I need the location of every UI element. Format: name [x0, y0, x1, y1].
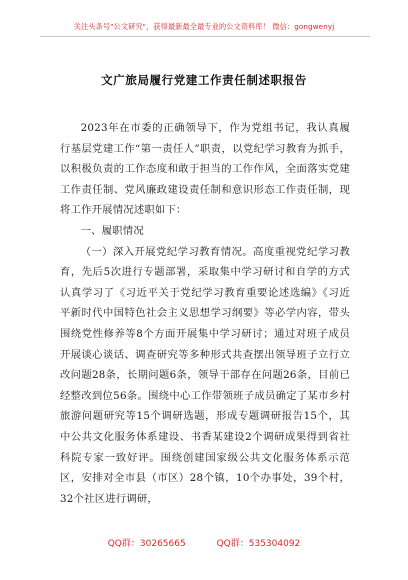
document-title: 文广旅局履行党建工作责任制述职报告: [101, 73, 307, 87]
footer-qq-left: QQ群：30265665: [107, 539, 186, 549]
intro-paragraph: 2023年在市委的正确领导下，作为党组书记，我认真履行基层党建工作“第一责任人”职责，以党纪学习教育为抓手，以积极负责的工作态度和敢于担当的工作作风，全面落实党建工作责任制、党风廉政建设责任制和意识形态工作责任制，现将工作开展情况述职如下：: [60, 122, 350, 217]
footer-contact: [0, 536, 408, 549]
document-body: [60, 118, 350, 509]
header-divider: [40, 36, 370, 37]
header-banner: 关注头条号"公文研究"，获得最新最全最专业的公文资料库！ 微信：gongwenyj: [73, 22, 335, 31]
section-heading: 一、履职情况: [80, 224, 144, 237]
body-paragraph: （一）深入开展党纪学习教育情况。高度重视党纪学习教育，先后5次进行专题部署，采取集中学习研讨和自学的方式认真学习了《习近平关于党纪学习教育重要论述选编》《习近平新时代中国特色社会主义思想学习纲要》等必学内容，带头围绕党性修养等8个方面开展集中学习研讨；通过对班子成员开展谈心谈话、调查研究等多种形式共查摆出领导班子立行立改问题28条，长期问题6条，领导干部存在问题26条，目前已经整改到位56条。围绕中心工作带领班子成员确定了某市乡村旅游问题研究等15个调研选题，形成专题调研报告15个，其中公共文化服务体系建设、书香某建设2个调研成果得到省社科院专家一致好评。围绕创建国家级公共文化服务体系示范区，安排对全市县（市区）28个镇，10个办事处，39个村，32个社区进行调研，: [60, 245, 350, 505]
footer-qq-right: QQ群：535304092: [216, 539, 301, 549]
